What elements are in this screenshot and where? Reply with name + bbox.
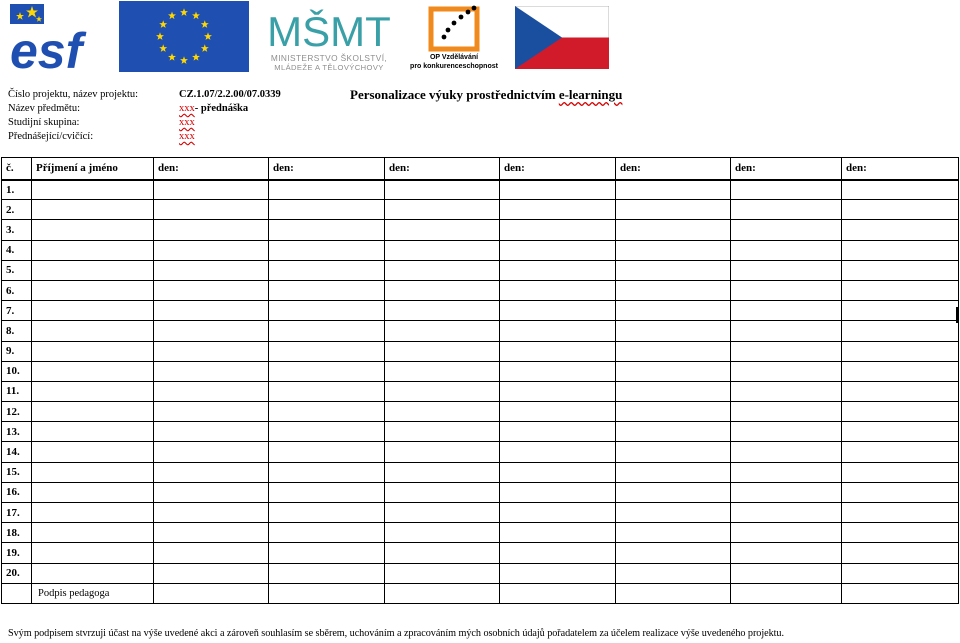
row-number: 4. (2, 240, 32, 260)
subject-label: Název předmětu: (8, 103, 81, 114)
teacher-signature-cell[interactable] (500, 583, 616, 603)
name-cell[interactable] (32, 422, 154, 442)
text-cursor (956, 307, 959, 323)
signature-cell[interactable] (731, 200, 842, 220)
signature-cell[interactable] (731, 220, 842, 240)
table-row (2, 220, 959, 240)
signature-cell[interactable] (269, 321, 385, 341)
signature-cell[interactable] (731, 341, 842, 361)
name-cell[interactable] (32, 482, 154, 502)
svg-text:MŠMT: MŠMT (267, 8, 391, 52)
teacher-signature-cell[interactable] (731, 583, 842, 603)
column-header-number: č. (2, 158, 32, 180)
signature-cell[interactable] (731, 260, 842, 280)
signature-cell[interactable] (731, 503, 842, 523)
row-number: 7. (2, 301, 32, 321)
signature-cell[interactable] (385, 321, 500, 341)
signature-cell[interactable] (154, 543, 269, 563)
signature-cell[interactable] (154, 260, 269, 280)
signature-cell[interactable] (731, 180, 842, 200)
teacher-signature-cell[interactable] (842, 583, 959, 603)
signature-cell[interactable] (500, 563, 616, 583)
signature-cell[interactable] (842, 341, 959, 361)
eu-flag-logo (119, 1, 249, 72)
project-label: Číslo projektu, název projektu: (8, 89, 139, 100)
signature-cell[interactable] (269, 503, 385, 523)
signature-cell[interactable] (616, 381, 731, 401)
signature-cell[interactable] (842, 523, 959, 543)
signature-cell[interactable] (154, 482, 269, 502)
signature-cell[interactable] (154, 341, 269, 361)
table-row (2, 321, 959, 341)
signature-cell[interactable] (616, 301, 731, 321)
name-cell[interactable] (32, 301, 154, 321)
lecturer-placeholder: xxx (179, 131, 195, 142)
signature-cell[interactable] (842, 361, 959, 381)
signature-cell[interactable] (385, 442, 500, 462)
signature-cell[interactable] (269, 240, 385, 260)
signature-cell[interactable] (154, 240, 269, 260)
signature-cell[interactable] (616, 280, 731, 300)
signature-cell[interactable] (269, 482, 385, 502)
teacher-signature-label: Podpis pedagoga (32, 583, 154, 603)
op-line2: pro konkurenceschopnost (410, 63, 498, 70)
signature-cell[interactable] (616, 503, 731, 523)
name-cell[interactable] (32, 381, 154, 401)
signature-cell[interactable] (154, 402, 269, 422)
signature-cell[interactable] (842, 563, 959, 583)
signature-cell[interactable] (385, 220, 500, 240)
signature-cell[interactable] (731, 422, 842, 442)
signature-cell[interactable] (500, 442, 616, 462)
signature-cell[interactable] (842, 220, 959, 240)
column-header-day: den: (385, 158, 500, 180)
signature-cell[interactable] (385, 402, 500, 422)
signature-cell[interactable] (269, 341, 385, 361)
op-vk-logo (404, 3, 504, 73)
signature-cell[interactable] (154, 180, 269, 200)
table-row (2, 200, 959, 220)
signature-cell[interactable] (616, 563, 731, 583)
signature-cell[interactable] (842, 462, 959, 482)
row-number: 10. (2, 361, 32, 381)
signature-cell[interactable] (616, 200, 731, 220)
column-header-day: den: (500, 158, 616, 180)
signature-cell[interactable] (616, 260, 731, 280)
table-row (2, 280, 959, 300)
msmt-line2: MLÁDEŽE A TĚLOVÝCHOVY (274, 63, 384, 72)
signature-cell[interactable] (731, 543, 842, 563)
row-number: 3. (2, 220, 32, 240)
signature-cell[interactable] (154, 523, 269, 543)
signature-cell[interactable] (500, 260, 616, 280)
table-row (2, 180, 959, 200)
table-row (2, 503, 959, 523)
msmt-line1: MINISTERSTVO ŠKOLSTVÍ, (270, 53, 388, 63)
signature-cell[interactable] (269, 543, 385, 563)
table-row (2, 543, 959, 563)
row-number: 12. (2, 402, 32, 422)
name-cell[interactable] (32, 442, 154, 462)
signature-cell[interactable] (385, 180, 500, 200)
subject-value (179, 103, 248, 115)
signature-cell[interactable] (616, 341, 731, 361)
signature-cell[interactable] (154, 321, 269, 341)
signature-cell[interactable] (154, 200, 269, 220)
signature-cell[interactable] (731, 240, 842, 260)
table-body (2, 180, 959, 604)
signature-cell[interactable] (385, 381, 500, 401)
signature-cell[interactable] (385, 563, 500, 583)
signature-cell[interactable] (500, 482, 616, 502)
op-line1: OP Vzdělávání (429, 54, 479, 61)
row-number: 5. (2, 260, 32, 280)
row-number: 15. (2, 462, 32, 482)
attendance-table (1, 157, 959, 604)
signature-cell[interactable] (154, 442, 269, 462)
signature-cell[interactable] (385, 361, 500, 381)
signature-cell[interactable] (842, 482, 959, 502)
signature-cell[interactable] (842, 280, 959, 300)
signature-cell[interactable] (500, 361, 616, 381)
signature-cell[interactable] (154, 301, 269, 321)
table-row (2, 361, 959, 381)
signature-cell[interactable] (269, 442, 385, 462)
group-placeholder: xxx (179, 117, 195, 128)
signature-cell[interactable] (269, 402, 385, 422)
signature-cell[interactable] (154, 361, 269, 381)
signature-cell[interactable] (500, 240, 616, 260)
signature-cell[interactable] (842, 442, 959, 462)
name-cell[interactable] (32, 563, 154, 583)
signature-cell[interactable] (842, 422, 959, 442)
row-number: 8. (2, 321, 32, 341)
signature-cell[interactable] (731, 563, 842, 583)
row-number: 19. (2, 543, 32, 563)
signature-cell[interactable] (616, 321, 731, 341)
signature-cell[interactable] (500, 402, 616, 422)
lecturer-label: Přednášející/cvičící: (8, 131, 94, 142)
empty-cell (2, 583, 32, 603)
name-cell[interactable] (32, 200, 154, 220)
project-title-elearning: e-learningu (558, 87, 623, 102)
table-row (2, 462, 959, 482)
signature-cell[interactable] (616, 523, 731, 543)
row-number: 13. (2, 422, 32, 442)
project-title-main: Personalizace výuky prostřednictvím (350, 87, 556, 102)
table-row (2, 402, 959, 422)
signature-cell[interactable] (616, 240, 731, 260)
signature-cell[interactable] (842, 381, 959, 401)
signature-cell[interactable] (616, 422, 731, 442)
signature-cell[interactable] (616, 462, 731, 482)
row-number: 2. (2, 200, 32, 220)
signature-cell[interactable] (731, 523, 842, 543)
signature-cell[interactable] (385, 462, 500, 482)
column-header-name: Příjmení a jméno (32, 158, 154, 180)
row-number: 11. (2, 381, 32, 401)
msmt-mark-icon (254, 2, 404, 52)
signature-cell[interactable] (385, 240, 500, 260)
signature-cell[interactable] (269, 220, 385, 240)
signature-cell[interactable] (616, 220, 731, 240)
column-header-day: den: (842, 158, 959, 180)
name-cell[interactable] (32, 523, 154, 543)
row-number: 1. (2, 180, 32, 200)
signature-cell[interactable] (154, 462, 269, 482)
signature-cell[interactable] (154, 503, 269, 523)
signature-cell[interactable] (269, 462, 385, 482)
signature-cell[interactable] (616, 402, 731, 422)
name-cell[interactable] (32, 240, 154, 260)
signature-cell[interactable] (842, 301, 959, 321)
signature-cell[interactable] (385, 280, 500, 300)
signature-cell[interactable] (500, 180, 616, 200)
table-row (2, 341, 959, 361)
table-header-row (2, 158, 959, 180)
signature-cell[interactable] (842, 503, 959, 523)
signature-cell[interactable] (731, 442, 842, 462)
signature-cell[interactable] (842, 180, 959, 200)
name-cell[interactable] (32, 543, 154, 563)
table-row (2, 260, 959, 280)
signature-cell[interactable] (385, 482, 500, 502)
signature-cell[interactable] (385, 341, 500, 361)
teacher-signature-cell[interactable] (154, 583, 269, 603)
name-cell[interactable] (32, 503, 154, 523)
table-row (2, 482, 959, 502)
signature-cell[interactable] (154, 381, 269, 401)
signature-cell[interactable] (842, 240, 959, 260)
table-row (2, 422, 959, 442)
signature-cell[interactable] (154, 563, 269, 583)
czech-flag-logo (515, 6, 609, 69)
name-cell[interactable] (32, 321, 154, 341)
signature-cell[interactable] (385, 543, 500, 563)
signature-cell[interactable] (616, 442, 731, 462)
signature-cell[interactable] (731, 462, 842, 482)
esf-logo (8, 2, 111, 71)
signature-cell[interactable] (731, 361, 842, 381)
signature-cell[interactable] (385, 422, 500, 442)
signature-cell[interactable] (269, 422, 385, 442)
column-header-day: den: (731, 158, 842, 180)
row-number: 18. (2, 523, 32, 543)
signature-cell[interactable] (385, 200, 500, 220)
signature-cell[interactable] (731, 402, 842, 422)
signature-cell[interactable] (500, 321, 616, 341)
signature-cell[interactable] (269, 381, 385, 401)
name-cell[interactable] (32, 361, 154, 381)
name-cell[interactable] (32, 402, 154, 422)
signature-cell[interactable] (616, 482, 731, 502)
signature-cell[interactable] (842, 321, 959, 341)
table-row (2, 301, 959, 321)
signature-cell[interactable] (500, 220, 616, 240)
table-row (2, 442, 959, 462)
signature-cell[interactable] (154, 422, 269, 442)
signature-cell[interactable] (500, 200, 616, 220)
signature-cell[interactable] (269, 260, 385, 280)
signature-cell[interactable] (500, 543, 616, 563)
row-number: 6. (2, 280, 32, 300)
lecturer-value (179, 131, 195, 143)
signature-cell[interactable] (842, 200, 959, 220)
signature-cell[interactable] (500, 523, 616, 543)
msmt-logo (254, 2, 404, 74)
signature-cell[interactable] (385, 523, 500, 543)
signature-cell[interactable] (269, 563, 385, 583)
table-row (2, 240, 959, 260)
signature-cell[interactable] (616, 180, 731, 200)
logo-strip (0, 0, 960, 80)
signature-cell[interactable] (269, 180, 385, 200)
signature-cell[interactable] (500, 503, 616, 523)
project-number: CZ.1.07/2.2.00/07.0339 (179, 89, 281, 100)
signature-cell[interactable] (842, 543, 959, 563)
name-cell[interactable] (32, 462, 154, 482)
row-number: 16. (2, 482, 32, 502)
name-cell[interactable] (32, 260, 154, 280)
signature-cell[interactable] (731, 321, 842, 341)
row-number: 14. (2, 442, 32, 462)
name-cell[interactable] (32, 220, 154, 240)
signature-cell[interactable] (731, 381, 842, 401)
signature-cell[interactable] (842, 402, 959, 422)
signature-cell[interactable] (269, 301, 385, 321)
signature-cell[interactable] (269, 361, 385, 381)
group-label: Studijní skupina: (8, 117, 80, 128)
signature-cell[interactable] (269, 280, 385, 300)
signature-cell[interactable] (500, 341, 616, 361)
signature-cell[interactable] (731, 301, 842, 321)
table-row (2, 523, 959, 543)
signature-cell[interactable] (500, 381, 616, 401)
row-number: 17. (2, 503, 32, 523)
signature-cell[interactable] (500, 422, 616, 442)
name-cell[interactable] (32, 280, 154, 300)
teacher-signature-cell[interactable] (269, 583, 385, 603)
consent-footnote: Svým podpisem stvrzuji účast na výše uvedené akci a zároveň souhlasím se sběrem, uchováním a zpracováním mých osobních údajů pořadatelem za účelem realizace výše uvedeného projektu. (8, 628, 784, 639)
row-number: 20. (2, 563, 32, 583)
signature-cell[interactable] (269, 200, 385, 220)
signature-cell[interactable] (731, 482, 842, 502)
name-cell[interactable] (32, 341, 154, 361)
signature-cell[interactable] (269, 523, 385, 543)
table-row (2, 381, 959, 401)
op-vk-mark-icon (404, 3, 504, 53)
signature-cell[interactable] (385, 301, 500, 321)
signature-cell[interactable] (385, 503, 500, 523)
project-title (350, 87, 622, 103)
svg-text:esf: esf (10, 23, 83, 71)
signature-cell[interactable] (154, 220, 269, 240)
column-header-day: den: (616, 158, 731, 180)
group-value (179, 117, 195, 129)
signature-cell[interactable] (500, 280, 616, 300)
signature-cell[interactable] (842, 260, 959, 280)
signature-cell[interactable] (616, 543, 731, 563)
signature-cell[interactable] (616, 361, 731, 381)
subject-suffix: - přednáška (194, 103, 249, 114)
column-header-day: den: (269, 158, 385, 180)
column-header-day: den: (154, 158, 269, 180)
row-number: 9. (2, 341, 32, 361)
subject-placeholder: xxx (179, 103, 195, 114)
teacher-signature-cell[interactable] (616, 583, 731, 603)
table-row (2, 563, 959, 583)
teacher-signature-row (2, 583, 959, 603)
signature-cell[interactable] (154, 280, 269, 300)
name-cell[interactable] (32, 180, 154, 200)
signature-cell[interactable] (500, 301, 616, 321)
signature-cell[interactable] (500, 462, 616, 482)
signature-cell[interactable] (385, 260, 500, 280)
signature-cell[interactable] (731, 280, 842, 300)
teacher-signature-cell[interactable] (385, 583, 500, 603)
